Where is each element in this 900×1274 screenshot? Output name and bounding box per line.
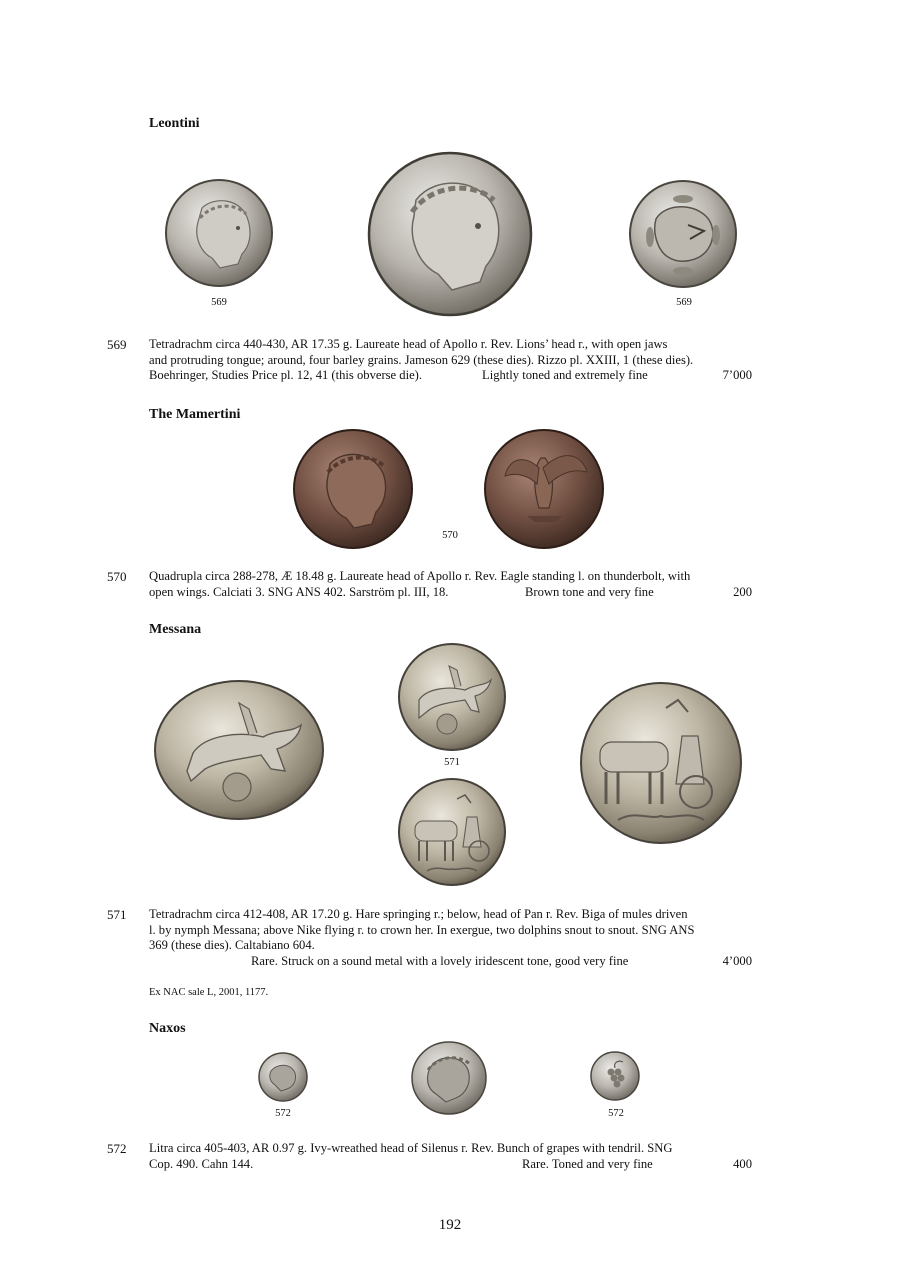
- lot-estimate: 400: [733, 1156, 752, 1171]
- lot-grade: Rare. Struck on a sound metal with a lovely iridescent tone, good very fine: [251, 953, 629, 968]
- description-line: open wings. Calciati 3. SNG ANS 402. Sarström pl. III, 18.: [149, 584, 449, 599]
- lot-estimate: 7’000: [722, 368, 752, 382]
- coin-caption: 570: [442, 530, 458, 541]
- lot-estimate: 200: [733, 584, 752, 599]
- description-line: Quadrupla circa 288-278, Æ 18.48 g. Laureate head of Apollo r. Rev. Eagle standing l. on thunderbolt, with: [149, 569, 691, 583]
- coin-caption: 572: [608, 1108, 624, 1119]
- section-heading-messana: Messana: [149, 622, 202, 637]
- coin-570-reverse: [483, 428, 605, 550]
- coin-569-obverse: [164, 178, 274, 288]
- coin-569-reverse: [628, 179, 738, 289]
- description-line: Litra circa 405-403, AR 0.97 g. Ivy-wreathed head of Silenus r. Rev. Bunch of grapes with tendril. SNG: [149, 1141, 673, 1155]
- coin-572-obverse-enlarged: [410, 1040, 488, 1116]
- coin-571-reverse-enlarged: [578, 680, 744, 846]
- coin-571-reverse: [397, 777, 507, 887]
- description-line: and protruding tongue; around, four barley grains. Jameson 629 (these dies). Rizzo pl. XXIII, 1 (these dies).: [149, 352, 694, 367]
- coin-572-reverse: [589, 1050, 641, 1102]
- lot-description: [149, 907, 752, 969]
- lot-description: [149, 337, 752, 384]
- lot-description: [149, 1141, 752, 1172]
- provenance-note: Ex NAC sale L, 2001, 1177.: [149, 987, 269, 998]
- coin-caption: 569: [676, 297, 692, 308]
- coin-569-obverse-enlarged: [366, 150, 534, 318]
- lot-number: 570: [107, 569, 127, 584]
- coin-571-obverse-enlarged: [153, 679, 325, 821]
- lot-description: [149, 569, 752, 600]
- lot-number: 569: [107, 337, 127, 352]
- section-heading-leontini: Leontini: [149, 116, 200, 131]
- lot-grade: Rare. Toned and very fine: [522, 1156, 653, 1171]
- description-line: Tetradrachm circa 412-408, AR 17.20 g. Hare springing r.; below, head of Pan r. Rev. Biga of mules driven: [149, 907, 688, 921]
- lot-number: 571: [107, 907, 127, 922]
- section-heading-mamertini: The Mamertini: [149, 407, 241, 422]
- description-line: Cop. 490. Cahn 144.: [149, 1156, 254, 1171]
- lot-number: 572: [107, 1141, 127, 1156]
- lot-grade: Lightly toned and extremely fine: [482, 368, 648, 382]
- coin-571-obverse: [397, 642, 507, 752]
- coin-caption: 569: [211, 297, 227, 308]
- lot-grade: Brown tone and very fine: [525, 584, 654, 599]
- description-line: l. by nymph Messana; above Nike flying r. to crown her. In exergue, two dolphins snout to snout. SNG ANS: [149, 922, 695, 937]
- coin-caption: 571: [444, 757, 460, 768]
- coin-570-obverse: [292, 428, 414, 550]
- coin-caption: 572: [275, 1108, 291, 1119]
- description-line: 369 (these dies). Caltabiano 604.: [149, 938, 315, 952]
- page-number: 192: [438, 1217, 462, 1233]
- lot-estimate: 4’000: [722, 953, 752, 968]
- section-heading-naxos: Naxos: [149, 1021, 186, 1036]
- coin-572-obverse: [257, 1051, 309, 1103]
- description-line: Tetradrachm circa 440-430, AR 17.35 g. Laureate head of Apollo r. Rev. Lions’ head r., with open jaws: [149, 337, 668, 351]
- description-line: Boehringer, Studies Price pl. 12, 41 (this obverse die).: [149, 368, 423, 382]
